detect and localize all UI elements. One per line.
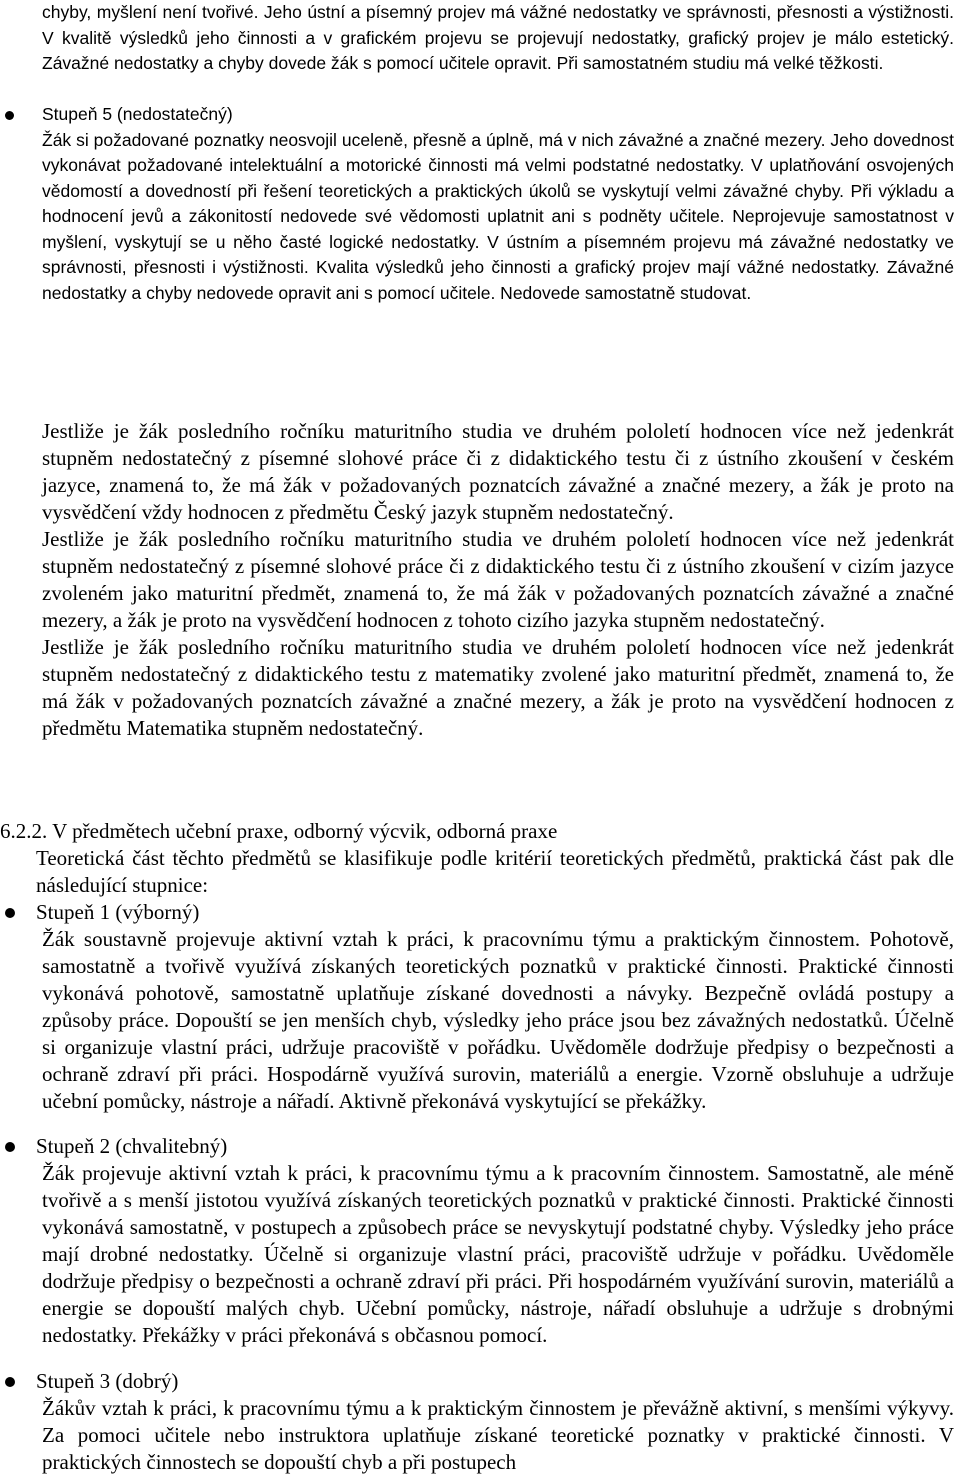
bullet-icon: [5, 908, 15, 918]
section-heading: 6.2.2. V předmětech učební praxe, odborný výcvik, odborná praxe: [0, 819, 558, 843]
top-section: [42, 0, 954, 77]
bullet-icon: [5, 1377, 15, 1387]
bullet-icon: [5, 1142, 15, 1152]
stupen1-title: Stupeň 1 (výborný): [36, 900, 200, 924]
stupen2-title: Stupeň 2 (chvalitebný): [36, 1134, 228, 1158]
stupen2-body: Žák projevuje aktivní vztah k práci, k pracovnímu týmu a k pracovním činnostem. Samostatně, ale méně tvořivě a s menší jistotou využívá získaných teoretických poznatků v praktické činnosti. Praktické činnosti vykonává samostatně, v postupech a způsobech práce se nevyskytují podstatné chyby. Výsledky jeho práce mají drobné nedostatky. Účelně si organizuje vlastní práci, pracoviště udržuje v pořádku. Uvědoměle dodržuje předpisy o bezpečnosti a ochraně zdraví při práci. Při hospodárném využívání surovin, materiálů a energie se dopouští malých chyb. Učební pomůcky, nástroje, nářadí obsluhuje a udržuje s drobnými nedostatky. Překážky v práci překonává s občasnou pomocí.: [42, 1161, 954, 1347]
bullet-icon: [5, 111, 14, 120]
stupen5-body: Žák si požadované poznatky neosvojil uceleně, přesně a úplně, má v nich závažné a značné mezery. Jeho dovednost vykonávat požadované intelektuální a motorické činnosti má velmi podstatné nedostatky. V uplatňování osvojených vědomostí a dovedností při řešení teoretických a praktických úkolů se vyskytují velmi závažné chyby. Při výkladu a hodnocení jevů a zákonitostí nedovede své vědomosti uplatnit ani s podněty učitele. Neprojevuje samostatnost v myšlení, vyskytují se u něho časté logické nedostatky. V ústním a písemném projevu má závažné nedostatky ve správnosti, přesnosti i výstižnosti. Kvalita výsledků jeho činnosti a grafický projev mají vážné nedostatky. Závažné nedostatky a chyby nedovede opravit ani s pomocí učitele. Nedovede samostatně studovat.: [42, 129, 954, 303]
stupen3-body: Žákův vztah k práci, k pracovnímu týmu a k praktickým činnostem je převážně aktivní, s menšími výkyvy. Za pomoci učitele nebo instruktora uplatňuje získané teoretické poznatky v praktické činnosti. V praktických činnostech se dopouští chyb a při postupech: [42, 1396, 954, 1474]
maturity-paragraph-foreign: Jestliže je žák posledního ročníku maturitního studia ve druhém pololetí hodnocen více než jedenkrát stupněm nedostatečný z písemné slohové práce či z didaktického testu či z ústního zkoušení v cizím jazyce zvoleném jako maturitní předmět, znamená to, že má žák v požadovaných poznatcích závažné a značné mezery, a žák je proto na vysvědčení hodnocen z tohoto cizího jazyka stupněm nedostatečný.: [42, 527, 954, 632]
maturity-section: [42, 418, 954, 742]
maturity-paragraph-czech: Jestliže je žák posledního ročníku maturitního studia ve druhém pololetí hodnocen více než jedenkrát stupněm nedostatečný z písemné slohové práce či z didaktického testu či z ústního zkoušení v českém jazyce, znamená to, že má žák v požadovaných poznatcích závažné a značné mezery, a žák je proto na vysvědčení vždy hodnocen z předmětu Český jazyk stupněm nedostatečný.: [42, 419, 954, 524]
section-lead: Teoretická část těchto předmětů se klasifikuje podle kritérií teoretických předmětů, praktická část pak dle následující stupnice:: [36, 846, 954, 897]
stupen3-title: Stupeň 3 (dobrý): [36, 1369, 179, 1393]
maturity-paragraph-math: Jestliže je žák posledního ročníku maturitního studia ve druhém pololetí hodnocen více než jedenkrát stupněm nedostatečný z didaktického testu z matematiky zvolené jako maturitní předmět, znamená to, že má žák v požadovaných poznatcích závažné a značné mezery, a žák je proto na vysvědčení hodnocen z předmětu Matematika stupněm nedostatečný.: [42, 635, 954, 740]
intro-paragraph: chyby, myšlení není tvořivé. Jeho ústní a písemný projev má vážné nedostatky ve správnosti, přesnosti a výstižnosti. V kvalitě výsledků jeho činnosti a v grafickém projevu se projevují nedostatky, grafický projev je málo estetický. Závažné nedostatky a chyby dovede žák s pomocí učitele opravit. Při samostatném studiu má velké těžkosti.: [42, 2, 954, 73]
stupen1-body: Žák soustavně projevuje aktivní vztah k práci, k pracovnímu týmu a praktickým činnostem. Pohotově, samostatně a tvořivě využívá získaných teoretických poznatků v praktické činnosti. Praktické činnosti vykonává pohotově, samostatně uplatňuje získané dovednosti a návyky. Bezpečně ovládá postupy a způsoby práce. Dopouští se jen menších chyb, výsledky jeho práce jsou bez závažných nedostatků. Účelně si organizuje vlastní práci, udržuje pracoviště v pořádku. Uvědoměle dodržuje předpisy o bezpečnosti a ochraně zdraví při práci. Hospodárně využívá surovin, materiálů a energie. Vzorně obsluhuje a udržuje učební pomůcky, nástroje a nářadí. Aktivně překonává vyskytující se překážky.: [42, 927, 954, 1113]
stupen5-title: Stupeň 5 (nedostatečný): [42, 104, 233, 124]
